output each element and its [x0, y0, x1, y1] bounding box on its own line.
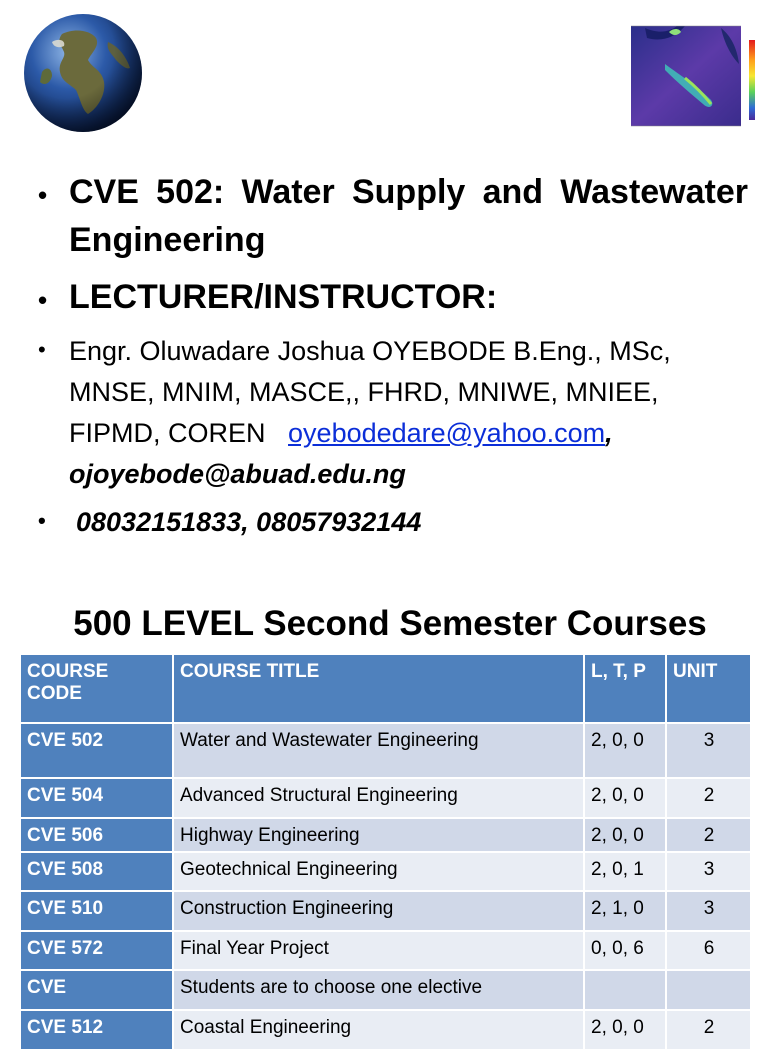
course-title-cell: Students are to choose one elective — [173, 970, 584, 1010]
course-code-cell: CVE 502 — [20, 723, 173, 778]
email-separator: , — [605, 418, 613, 448]
phone-numbers: 08032151833, 08057932144 — [76, 507, 422, 537]
unit-cell: 3 — [666, 891, 751, 931]
ltp-cell: 2, 0, 0 — [584, 1010, 666, 1050]
email-abuad: ojoyebode@abuad.edu.ng — [69, 459, 406, 489]
table-row — [20, 778, 751, 818]
course-title-cell: Coastal Engineering — [173, 1010, 584, 1050]
course-code-cell: CVE 506 — [20, 818, 173, 852]
course-code-cell: CVE 504 — [20, 778, 173, 818]
course-code-cell: CVE 572 — [20, 931, 173, 970]
course-code-cell: CVE 512 — [20, 1010, 173, 1050]
header-ltp: L, T, P — [584, 654, 666, 723]
bullet-course — [38, 168, 748, 264]
course-title-cell: Advanced Structural Engineering — [173, 778, 584, 818]
header-course-title: COURSE TITLE — [173, 654, 584, 723]
bullet-list — [38, 168, 748, 543]
course-title-cell: Geotechnical Engineering — [173, 852, 584, 891]
header-course-code: COURSE CODE — [20, 654, 173, 723]
ltp-cell: 2, 0, 0 — [584, 818, 666, 852]
unit-cell — [666, 970, 751, 1010]
course-code-cell: CVE — [20, 970, 173, 1010]
bullet-marker: • — [38, 285, 48, 315]
unit-cell: 2 — [666, 818, 751, 852]
globe-icon — [22, 12, 144, 134]
ltp-cell: 2, 0, 1 — [584, 852, 666, 891]
table-row — [20, 931, 751, 970]
table-row — [20, 1010, 751, 1050]
unit-cell: 6 — [666, 931, 751, 970]
ltp-cell — [584, 970, 666, 1010]
table-row — [20, 723, 751, 778]
bullet-lecturer-heading — [38, 273, 748, 321]
table-row — [20, 970, 751, 1010]
table-row — [20, 852, 751, 891]
bullet-marker: • — [38, 337, 46, 362]
bullet-phones — [38, 502, 748, 543]
unit-cell: 3 — [666, 723, 751, 778]
lecturer-heading: LECTURER/INSTRUCTOR: — [69, 278, 498, 316]
email-link-yahoo[interactable]: oyebodedare@yahoo.com — [288, 418, 606, 448]
bullet-lecturer-details — [38, 331, 748, 495]
course-title: CVE 502: Water Supply and Wastewater Engineering — [69, 173, 748, 259]
table-header-row — [20, 654, 751, 723]
unit-cell: 2 — [666, 1010, 751, 1050]
bullet-marker: • — [38, 180, 48, 210]
ltp-cell: 2, 0, 0 — [584, 778, 666, 818]
bullet-marker: • — [38, 508, 46, 533]
unit-cell: 2 — [666, 778, 751, 818]
course-title-cell: Highway Engineering — [173, 818, 584, 852]
precipitation-map — [625, 14, 763, 134]
course-title-cell: Construction Engineering — [173, 891, 584, 931]
unit-cell: 3 — [666, 852, 751, 891]
ltp-cell: 2, 1, 0 — [584, 891, 666, 931]
table-row — [20, 891, 751, 931]
course-code-cell: CVE 510 — [20, 891, 173, 931]
section-title: 500 LEVEL Second Semester Courses — [73, 604, 707, 643]
course-code-cell: CVE 508 — [20, 852, 173, 891]
table-row — [20, 818, 751, 852]
ltp-cell: 0, 0, 6 — [584, 931, 666, 970]
header-unit: UNIT — [666, 654, 751, 723]
course-title-cell: Water and Wastewater Engineering — [173, 723, 584, 778]
course-title-cell: Final Year Project — [173, 931, 584, 970]
courses-table — [19, 653, 752, 1051]
ltp-cell: 2, 0, 0 — [584, 723, 666, 778]
lecturer-details: Engr. Oluwadare Joshua OYEBODE B.Eng., MSc, MNSE, MNIM, MASCE,, FHRD, MNIWE, MNIEE, FIPMD, COREN — [69, 336, 671, 448]
